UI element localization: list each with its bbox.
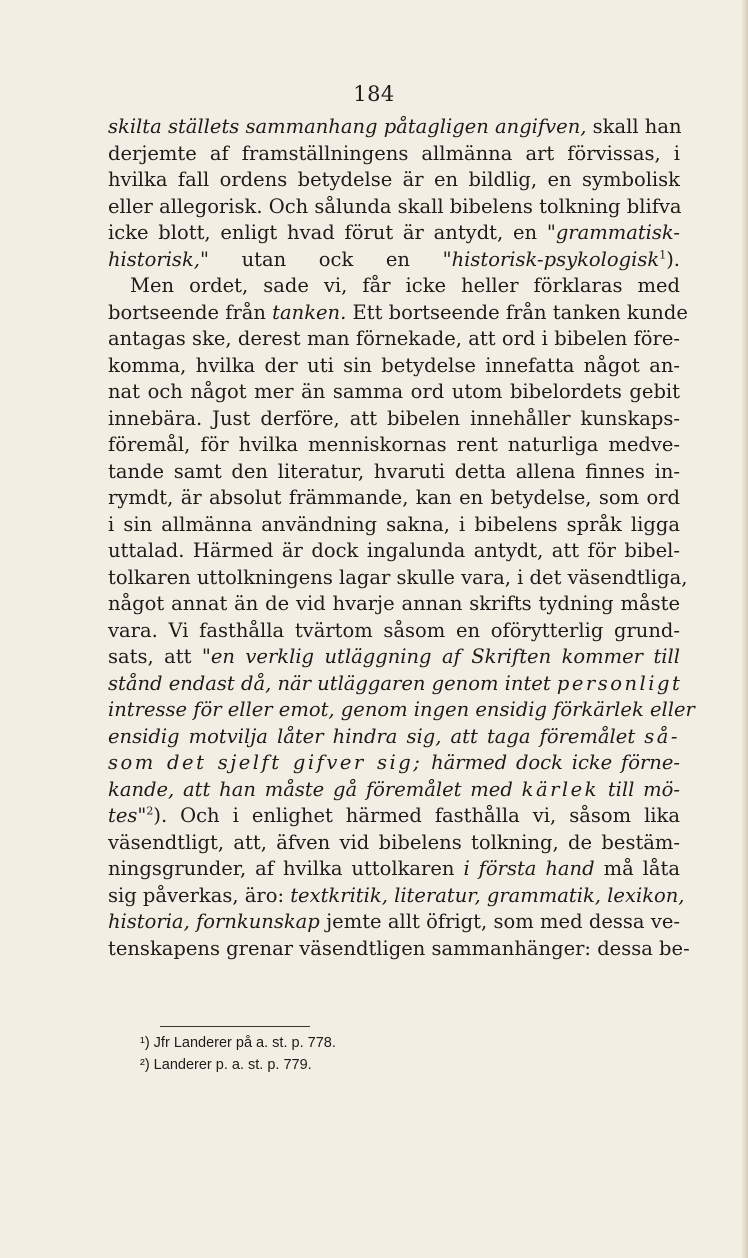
text-run: Men ordet, sade vi, får icke heller förklaras med (130, 274, 680, 297)
text-run: intresse för eller emot, genom ingen ensidig förkärlek eller (108, 698, 695, 721)
text-run: tande samt den literatur, hvaruti detta allena finnes in- (108, 459, 680, 483)
text-run: föremål, för hvilka menniskornas rent naturliga medve- (108, 433, 680, 456)
text-line (108, 141, 680, 168)
text-run: innebära. Just derföre, att bibelen innehåller kunskaps- (108, 406, 680, 430)
text-run: något annat än de vid hvarje annan skrifts tydning måste (108, 592, 680, 615)
text-run: hvilka fall ordens betydelse är en bildlig, en symbolisk (108, 168, 680, 191)
footnote-divider (160, 1026, 310, 1027)
text-line (108, 167, 680, 194)
text-run: derjemte af framställningens allmänna art förvissas, i (108, 141, 680, 165)
footnotes (140, 1032, 560, 1076)
text-run: bortseende från (108, 300, 273, 324)
text-run: antagas ske, derest man förnekade, att ord i bibelen före- (108, 327, 680, 350)
text-run: ningsgrunder, af hvilka uttolkaren (108, 857, 464, 880)
text-run: ). Och i enlighet härmed fasthålla vi, såsom lika (153, 804, 680, 827)
text-line (108, 777, 680, 804)
text-run: kärlek (521, 777, 599, 801)
text-run: ). (666, 247, 680, 271)
text-line (108, 830, 680, 857)
text-line (108, 512, 680, 539)
text-line (108, 750, 680, 777)
text-run: "en verklig utläggning af Skriften kommer till (201, 645, 680, 668)
text-run: "historisk-psykologisk (442, 247, 660, 271)
text-run: nat och något mer än samma ord utom bibelordets gebit (108, 380, 680, 403)
text-line (108, 247, 680, 274)
footnote-1: ¹) Jfr Landerer på a. st. p. 778. (140, 1035, 336, 1051)
body-text (108, 114, 695, 962)
text-line (108, 300, 688, 327)
text-line (108, 697, 695, 724)
text-run: jemte allt öfrigt, som med dessa ve- (319, 910, 681, 933)
text-run: tanken. (272, 300, 347, 324)
text-line (108, 671, 683, 698)
page-number: 184 (353, 82, 395, 106)
text-line (108, 724, 680, 751)
text-line (108, 591, 680, 618)
text-run: historisk," (108, 247, 209, 271)
text-run: icke blott, enligt hvad förut är antydt, en (108, 221, 547, 244)
footnote-marker: 2 (146, 804, 154, 818)
text-run: eller allegorisk. Och sålunda skall bibelens tolkning blifva (108, 194, 682, 218)
text-run: härmed dock icke förne- (422, 751, 680, 774)
text-run: vara. Vi fasthålla tvärtom såsom en oförytterlig grund- (108, 618, 680, 642)
text-run: till mö- (599, 777, 680, 801)
text-run: ensidig motvilja låter hindra sig, att taga föremålet (108, 724, 645, 748)
text-line (108, 379, 680, 406)
text-run: sig påverkas, äro: (108, 883, 291, 907)
text-run: i sin allmänna användning sakna, i bibelens språk ligga (108, 512, 680, 536)
text-line (108, 909, 680, 936)
text-line (108, 114, 680, 141)
text-line (108, 883, 685, 910)
text-line (108, 856, 680, 883)
text-run: rymdt, är absolut främmande, kan en betydelse, som ord (108, 486, 680, 509)
text-line (108, 432, 680, 459)
footnote-2: ²) Landerer p. a. st. p. 779. (140, 1057, 312, 1073)
text-run: uttalad. Härmed är dock ingalunda antydt, att för bibel- (108, 539, 680, 562)
text-line (108, 565, 688, 592)
text-line (108, 644, 680, 671)
text-run: utan ock en (208, 247, 443, 271)
text-line (108, 618, 680, 645)
text-run: så- (644, 724, 680, 748)
text-line (108, 326, 680, 353)
text-run: sats, att (108, 645, 202, 668)
footnote-marker: 1 (659, 248, 667, 261)
text-run: skall han (586, 115, 682, 138)
text-run: må låta (594, 857, 680, 880)
text-line (108, 194, 680, 221)
text-run: stånd endast då, när utläggaren genom intet (108, 671, 557, 695)
text-run: textkritik, literatur, grammatik, lexikon, (290, 883, 685, 907)
text-run: som det sjelft gifver sig; (108, 751, 423, 774)
text-line (108, 538, 680, 565)
text-run: "grammatisk- (546, 221, 680, 244)
text-line (108, 459, 680, 486)
text-line (108, 220, 680, 247)
text-line (108, 485, 680, 512)
text-line (108, 936, 690, 963)
text-run: kande, att han måste gå föremålet med (108, 777, 522, 801)
text-run: personligt (556, 671, 683, 695)
text-run: Ett bortseende från tanken kunde (346, 300, 688, 324)
text-run: väsendtligt, att, äfven vid bibelens tolkning, de bestäm- (108, 830, 680, 854)
page-edge (742, 0, 748, 1258)
text-run: tenskapens grenar väsendtligen sammanhänger: dessa be- (108, 936, 690, 960)
text-line (108, 273, 680, 300)
text-line (108, 803, 680, 830)
text-line (108, 353, 680, 380)
text-run: tes" (108, 804, 147, 827)
text-line (108, 406, 680, 433)
text-run: tolkaren uttolkningens lagar skulle vara, i det väsendtliga, (108, 565, 688, 589)
text-run: komma, hvilka der uti sin betydelse innefatta något an- (108, 353, 680, 377)
text-run: skilta ställets sammanhang påtagligen angifven, (108, 115, 587, 138)
text-run: historia, fornkunskap (108, 910, 320, 933)
text-run: i första hand (463, 857, 595, 880)
